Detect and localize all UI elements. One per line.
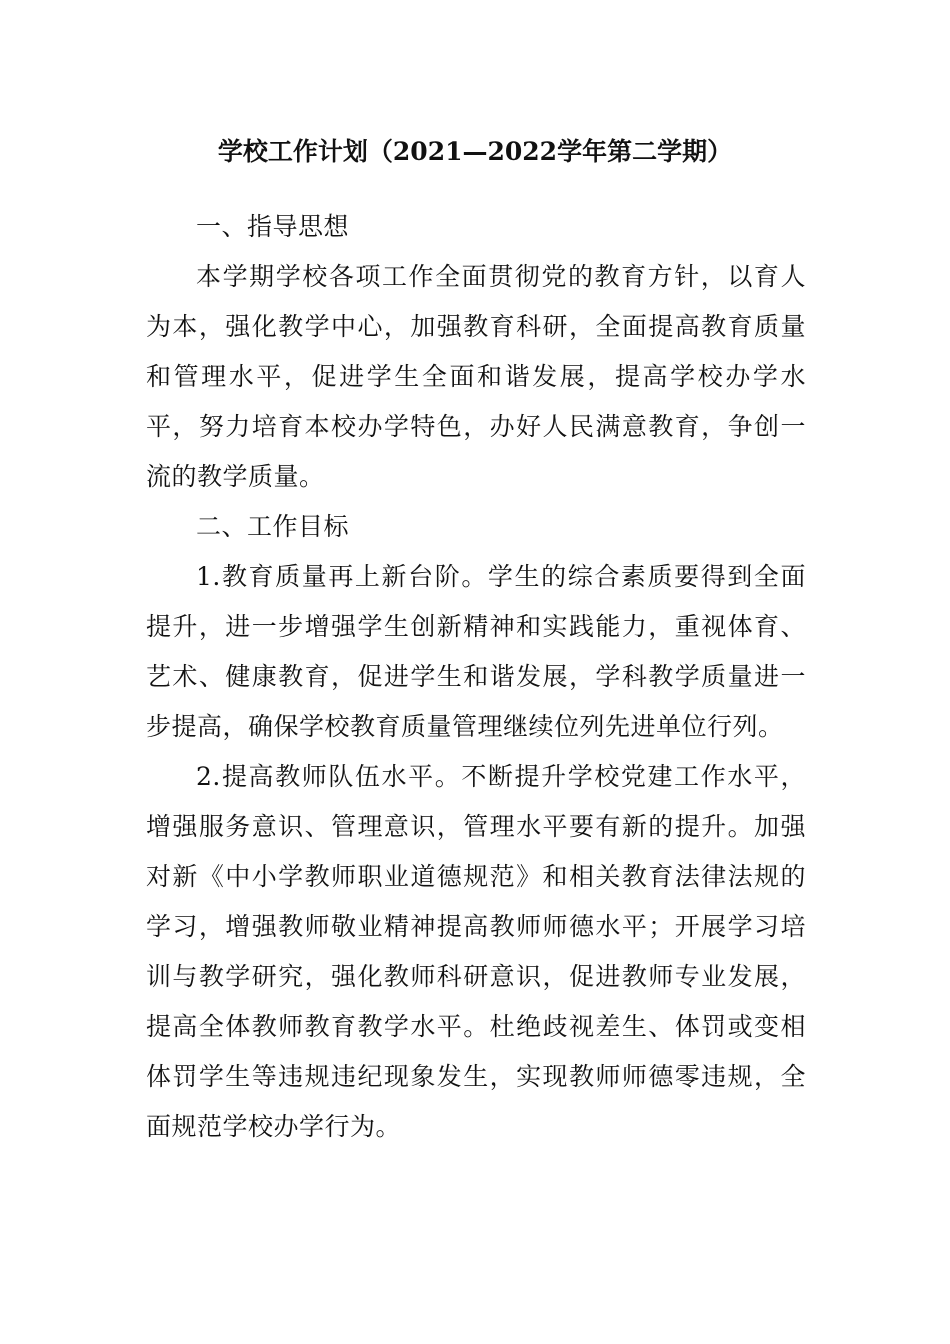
section-heading-guiding-ideology: 一、指导思想 [196,212,350,241]
section-heading-work-goals: 二、工作目标 [196,512,350,541]
paragraph-guiding-ideology: 本学期学校各项工作全面贯彻党的教育方针，以育人为本，强化教学中心，加强教育科研，全面提高教育质量和管理水平，促进学生全面和谐发展，提高学校办学水平，努力培育本校办学特色，办好人民满意教育，争创一流的教学质量。 [146,262,806,491]
paragraph-goal-education-quality: 1.教育质量再上新台阶。学生的综合素质要得到全面提升，进一步增强学生创新精神和实践能力，重视体育、艺术、健康教育，促进学生和谐发展，学科教学质量进一步提高，确保学校教育质量管理继续位列先进单位行列。 [146,562,806,741]
paragraph-goal-teacher-team: 2.提高教师队伍水平。不断提升学校党建工作水平，增强服务意识、管理意识，管理水平要有新的提升。加强对新《中小学教师职业道德规范》和相关教育法律法规的学习，增强教师敬业精神提高教师师德水平；开展学习培训与教学研究，强化教师科研意识，促进教师专业发展，提高全体教师教育教学水平。杜绝歧视差生、体罚或变相体罚学生等违规违纪现象发生，实现教师师德零违规，全面规范学校办学行为。 [146,762,806,1141]
document-title: 学校工作计划（2021—2022学年第二学期） [217,137,733,166]
document-body [146,202,806,1152]
